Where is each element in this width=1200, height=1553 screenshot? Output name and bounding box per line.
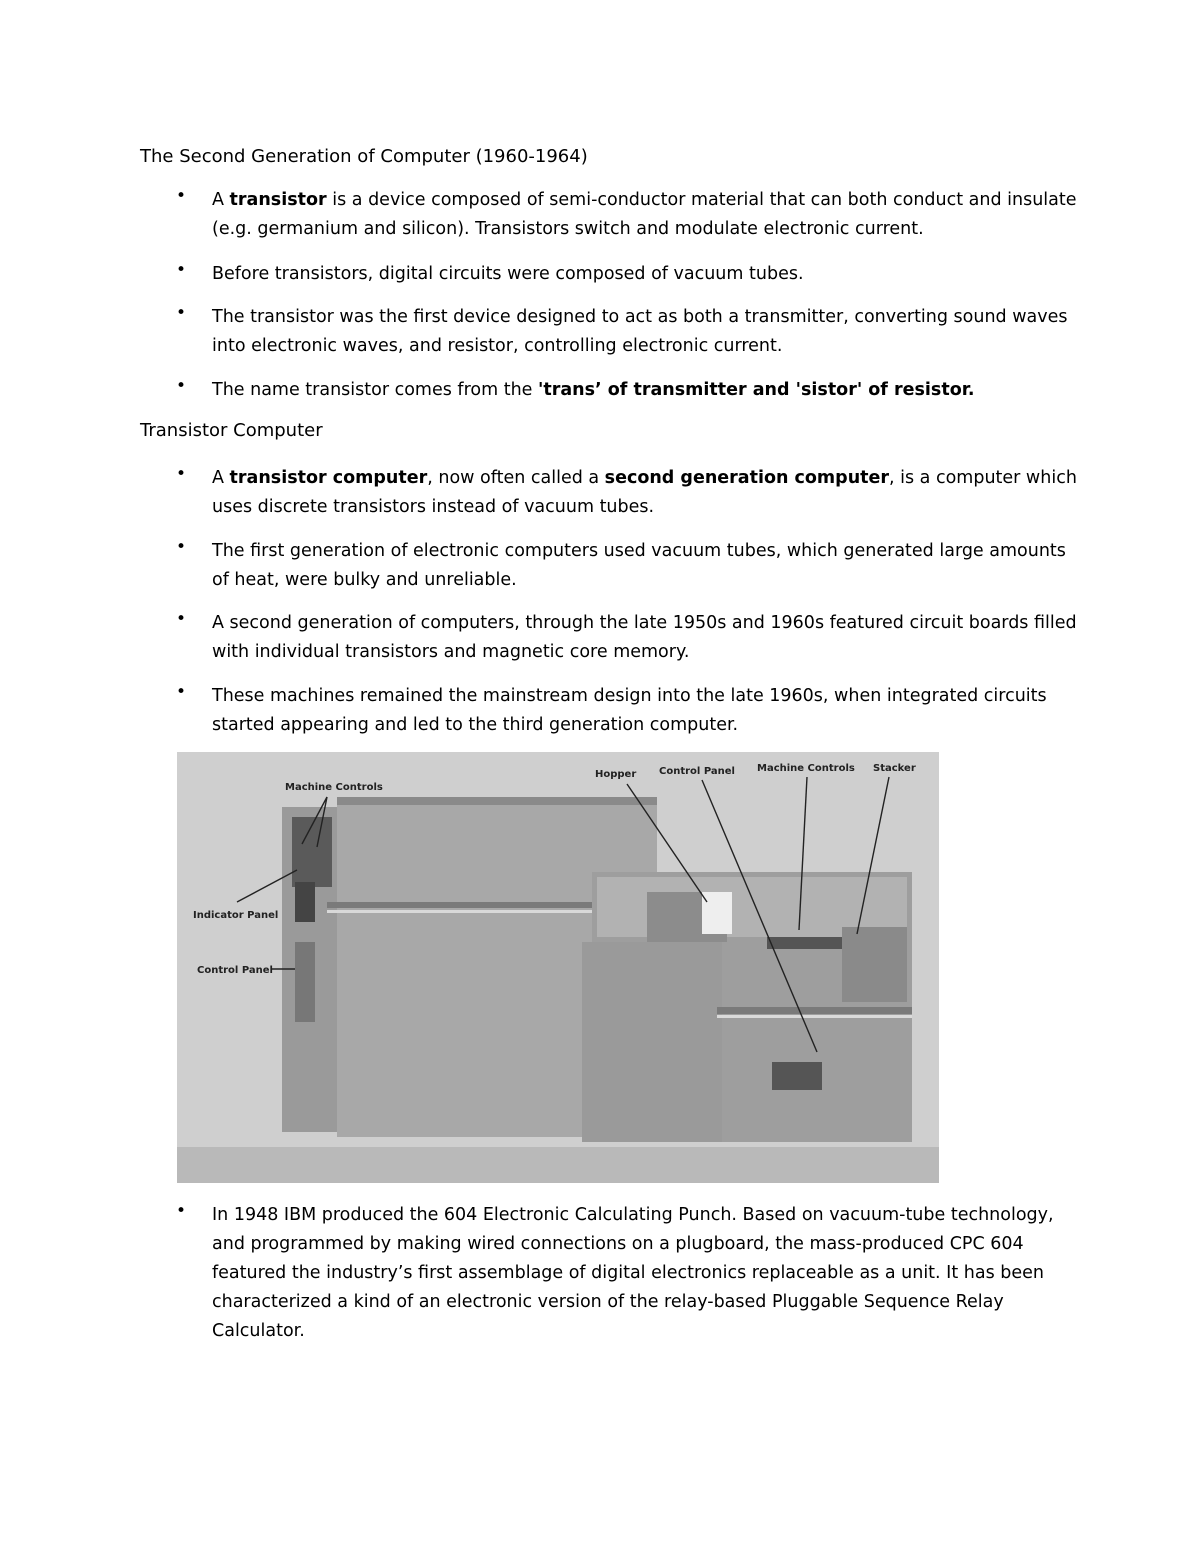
bullet-dot: • [176, 1201, 187, 1221]
bullet-dot: • [176, 186, 187, 206]
caption-machine-controls-right: Machine Controls [757, 763, 855, 774]
floor [177, 1147, 939, 1183]
bullet-text: These machines remained the mainstream design into the late 1960s, when integrated circuits started appearing and led to the third generation computer. [212, 686, 1047, 735]
bullet-text: The transistor was the first device designed to act as both a transmitter, converting sound waves into electronic waves, and resistor, controlling electronic current. [212, 307, 1068, 356]
punch-unit-stripe [717, 1007, 912, 1014]
bullet-dot: • [176, 464, 187, 484]
caption-machine-controls-left: Machine Controls [285, 782, 383, 793]
bullet-dot: • [176, 609, 187, 629]
stacker-box [842, 927, 907, 1002]
caption-hopper: Hopper [595, 769, 637, 780]
bullet-text: A transistor is a device composed of semi-conductor material that can both conduct and insulate (e.g. germanium and silicon). Transistors switch and modulate electronic current. [212, 190, 1077, 239]
section-heading-second-generation: The Second Generation of Computer (1960-1964) [140, 146, 588, 167]
bullet-text: A second generation of computers, through the late 1950s and 1960s featured circuit boards filled with individual transistors and magnetic core memory. [212, 613, 1077, 662]
bullet-dot: • [176, 682, 187, 702]
bullet-text: In 1948 IBM produced the 604 Electronic Calculating Punch. Based on vacuum-tube technology, and programmed by making wired connections on a plugboard, the mass-produced CPC 604 featured the industry’s first assemblage of digital electronics replaceable as a unit. It has been characterized a kind of an electronic version of the relay-based Pluggable Sequence Relay Calculator. [212, 1205, 1054, 1341]
bullet-text: Before transistors, digital circuits were composed of vacuum tubes. [212, 264, 804, 284]
bullet-dot: • [176, 376, 187, 396]
bullet-dot: • [176, 260, 187, 280]
section-heading-transistor-computer: Transistor Computer [140, 420, 323, 441]
machine-controls-panel [292, 817, 332, 887]
punch-unit-stripe-highlight [717, 1015, 912, 1018]
caption-stacker: Stacker [873, 763, 916, 774]
ibm-604-photo [177, 752, 939, 1183]
caption-control-panel-left: Control Panel [197, 965, 273, 976]
bullet-text: The first generation of electronic computers used vacuum tubes, which generated large amounts of heat, were bulky and unreliable. [212, 541, 1066, 590]
control-panel-left-box [295, 942, 315, 1022]
front-door-handle [772, 1062, 822, 1090]
bullet-dot: • [176, 303, 187, 323]
ibm-604-illustration [177, 752, 939, 1183]
indicator-panel [295, 882, 315, 922]
caption-indicator-panel: Indicator Panel [193, 910, 279, 921]
caption-control-panel-right: Control Panel [659, 766, 735, 777]
punch-unit-front-left [582, 942, 722, 1142]
card-stack [702, 892, 732, 934]
bullet-text: The name transistor comes from the 'trans’ of transmitter and 'sistor' of resistor. [212, 380, 975, 400]
bullet-dot: • [176, 537, 187, 557]
cabinet-top-edge [337, 797, 657, 805]
bullet-text: A transistor computer, now often called a second generation computer, is a computer which uses discrete transistors instead of vacuum tubes. [212, 468, 1077, 517]
